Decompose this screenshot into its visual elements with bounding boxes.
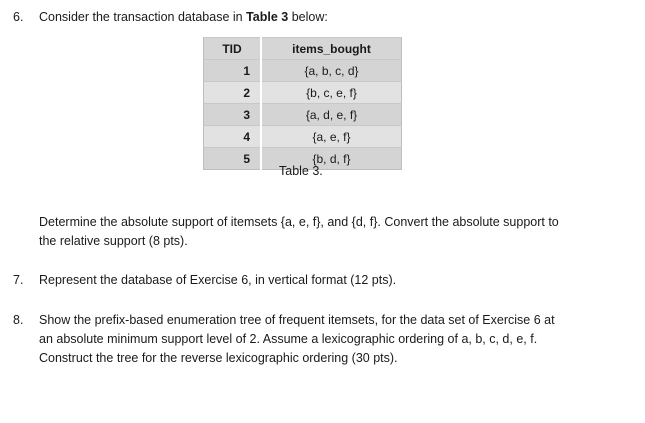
- table-header-tid: TID: [204, 38, 262, 60]
- question-8-line-2: an absolute minimum support level of 2. Assume a lexicographic ordering of a, b, c, d, e, f.: [39, 332, 538, 346]
- table-cell-tid: 1: [204, 60, 262, 82]
- table-cell-items: {a, e, f}: [261, 126, 402, 148]
- table-row: [204, 60, 402, 82]
- table-cell-tid: 4: [204, 126, 262, 148]
- question-8-number: 8.: [13, 313, 24, 327]
- table-cell-items: {a, d, e, f}: [261, 104, 402, 126]
- question-8-line-3: Construct the tree for the reverse lexicographic ordering (30 pts).: [39, 351, 398, 365]
- table-cell-items: {b, c, e, f}: [261, 82, 402, 104]
- question-8: [13, 311, 623, 368]
- table-cell-tid: 2: [204, 82, 262, 104]
- question-8-body: [39, 311, 623, 368]
- table-header-row: [204, 38, 402, 60]
- table-cell-items: {a, b, c, d}: [261, 60, 402, 82]
- question-7-number: 7.: [13, 273, 24, 287]
- question-6-task-line-2: the relative support (8 pts).: [39, 234, 188, 248]
- question-6-number: 6.: [13, 10, 24, 24]
- table-row: [204, 82, 402, 104]
- question-6-task-line-1: Determine the absolute support of itemsets {a, e, f}, and {d, f}. Convert the absolute support to: [39, 215, 559, 229]
- question-6-intro: [13, 8, 623, 27]
- table-cell-tid: 5: [204, 148, 262, 170]
- table-header-items: items_bought: [261, 38, 402, 60]
- table-cell-items: {b, d, f}: [261, 148, 402, 170]
- transaction-table: [203, 37, 402, 170]
- question-8-line-1: Show the prefix-based enumeration tree of frequent itemsets, for the data set of Exercise 6 at: [39, 313, 555, 327]
- question-6-intro-suffix: below:: [288, 10, 328, 24]
- question-7: [13, 271, 623, 290]
- table-row: [204, 126, 402, 148]
- question-7-text: Represent the database of Exercise 6, in vertical format (12 pts).: [39, 273, 397, 287]
- question-6-table-ref: Table 3: [246, 10, 289, 24]
- question-6-task: [39, 213, 619, 251]
- table-row: [204, 104, 402, 126]
- question-6-intro-text: [39, 8, 623, 27]
- question-6-intro-prefix: Consider the transaction database in: [39, 10, 247, 24]
- table-caption: Table 3.: [279, 164, 323, 178]
- table-cell-tid: 3: [204, 104, 262, 126]
